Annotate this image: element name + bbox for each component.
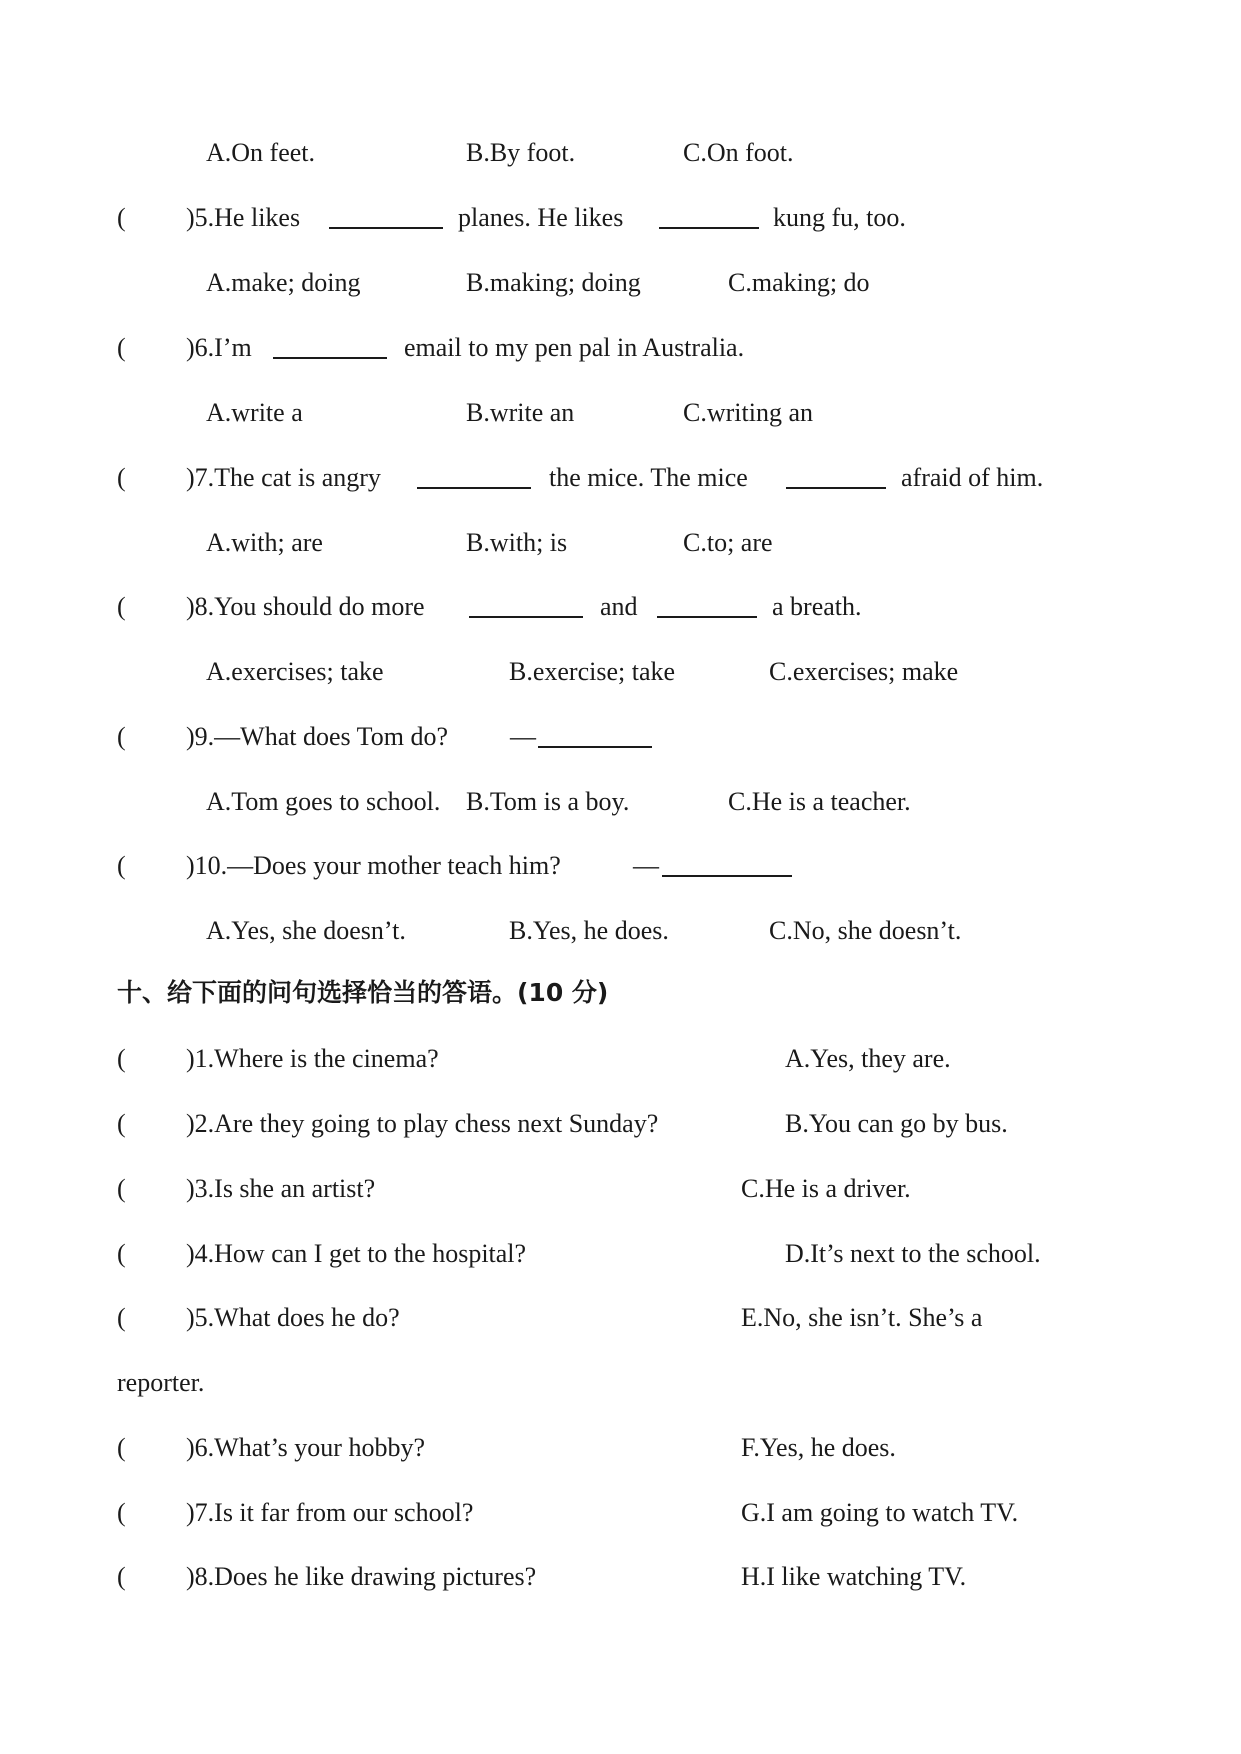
question-text: )4.How can I get to the hospital?: [186, 1239, 527, 1268]
answer-option: H.I like watching TV.: [741, 1562, 967, 1591]
answer-blank[interactable]: [273, 356, 387, 359]
option-b: B.making; doing: [466, 268, 641, 297]
answer-blank[interactable]: [329, 226, 443, 229]
question-text: )7.The cat is angry: [186, 463, 381, 492]
answer-option: E.No, she isn’t. She’s a: [741, 1303, 983, 1332]
section-heading: 十、给下面的问句选择恰当的答语。(10 分): [117, 978, 609, 1007]
question-text: )5.He likes: [186, 203, 301, 232]
answer-paren-open: (: [117, 333, 126, 362]
question-text: )9.—What does Tom do?: [186, 722, 448, 751]
question-text: )6.I’m: [186, 333, 252, 362]
answer-blank[interactable]: [469, 615, 583, 618]
question-text: )2.Are they going to play chess next Sunday?: [186, 1109, 659, 1138]
option-c: C.to; are: [683, 528, 773, 557]
question-text: )7.Is it far from our school?: [186, 1498, 474, 1527]
answer-paren-open: (: [117, 1303, 126, 1332]
answer-option: F.Yes, he does.: [741, 1433, 896, 1462]
answer-option: C.He is a driver.: [741, 1174, 911, 1203]
answer-paren-open: (: [117, 203, 126, 232]
option-a: A.exercises; take: [206, 657, 384, 686]
question-text: )8.Does he like drawing pictures?: [186, 1562, 537, 1591]
answer-paren-open: (: [117, 592, 126, 621]
answer-paren-open: (: [117, 1239, 126, 1268]
option-a: A.Yes, she doesn’t.: [206, 916, 406, 945]
answer-blank[interactable]: [786, 486, 886, 489]
option-b: B.Yes, he does.: [509, 916, 669, 945]
answer-paren-open: (: [117, 722, 126, 751]
option-c: C.No, she doesn’t.: [769, 916, 962, 945]
answer-option: B.You can go by bus.: [785, 1109, 1008, 1138]
question-text: afraid of him.: [901, 463, 1044, 492]
option-a: A.make; doing: [206, 268, 361, 297]
answer-paren-open: (: [117, 1562, 126, 1591]
question-text: )10.—Does your mother teach him?: [186, 851, 561, 880]
question-text: )6.What’s your hobby?: [186, 1433, 426, 1462]
question-text: )1.Where is the cinema?: [186, 1044, 439, 1073]
option-c: C.making; do: [728, 268, 870, 297]
wrapped-text: reporter.: [117, 1368, 205, 1397]
answer-option: D.It’s next to the school.: [785, 1239, 1041, 1268]
option-b: B.write an: [466, 398, 575, 427]
question-text: )8.You should do more: [186, 592, 425, 621]
question-text: and: [600, 592, 638, 621]
option-c: C.exercises; make: [769, 657, 959, 686]
dash: —: [510, 722, 536, 751]
option-a: A.write a: [206, 398, 303, 427]
option-b: B.By foot.: [466, 138, 576, 167]
answer-paren-open: (: [117, 1109, 126, 1138]
option-b: B.with; is: [466, 528, 568, 557]
answer-option: A.Yes, they are.: [785, 1044, 951, 1073]
option-c: C.writing an: [683, 398, 813, 427]
question-text: )3.Is she an artist?: [186, 1174, 376, 1203]
option-a: A.On feet.: [206, 138, 316, 167]
answer-paren-open: (: [117, 1498, 126, 1527]
answer-blank[interactable]: [417, 486, 531, 489]
answer-blank[interactable]: [662, 874, 792, 877]
option-c: C.On foot.: [683, 138, 794, 167]
dash: —: [633, 851, 659, 880]
option-b: B.Tom is a boy.: [466, 787, 630, 816]
question-text: a breath.: [772, 592, 862, 621]
option-a: A.with; are: [206, 528, 323, 557]
answer-paren-open: (: [117, 1174, 126, 1203]
option-a: A.Tom goes to school.: [206, 787, 441, 816]
answer-option: G.I am going to watch TV.: [741, 1498, 1019, 1527]
question-text: )5.What does he do?: [186, 1303, 400, 1332]
answer-paren-open: (: [117, 1044, 126, 1073]
answer-blank[interactable]: [659, 226, 759, 229]
option-c: C.He is a teacher.: [728, 787, 911, 816]
answer-blank[interactable]: [657, 615, 757, 618]
answer-blank[interactable]: [538, 745, 652, 748]
question-text: the mice. The mice: [549, 463, 748, 492]
answer-paren-open: (: [117, 463, 126, 492]
option-b: B.exercise; take: [509, 657, 676, 686]
question-text: kung fu, too.: [773, 203, 906, 232]
question-text: email to my pen pal in Australia.: [404, 333, 745, 362]
question-text: planes. He likes: [458, 203, 624, 232]
answer-paren-open: (: [117, 851, 126, 880]
answer-paren-open: (: [117, 1433, 126, 1462]
